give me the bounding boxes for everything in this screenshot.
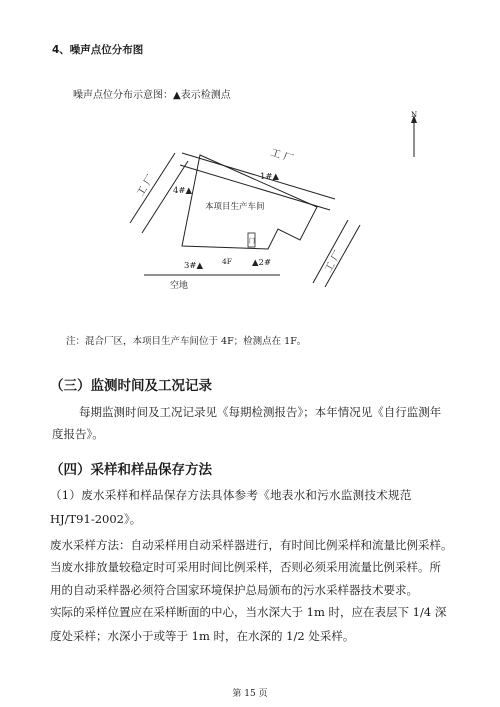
section-4-line-7: 度处采样；水深小于或等于 1m 时，在水深的 1/2 处采样。 [50,629,355,643]
page-number: 第 15 页 [232,689,268,699]
factory-label-top: 工 厂 [269,147,295,166]
north-arrow [411,111,417,157]
section-4-line-2: HJ/T91-2002》。 [50,512,142,526]
section-4-line-1: （1）废水采样和样品保存方法具体参考《地表水和污水监测技术规范 [50,488,412,502]
section-3-line-2: 度报告》。 [52,427,104,441]
section-3-line-1: 每期监测时间及工况记录见《每期检测报告》；本年情况见《自行监测年 [79,405,442,419]
monitor-point-1: 1#▲ [260,172,280,182]
section-4-line-5: 用的自动采样器必须符合国家环境保护总局颁布的污水采样器技术要求。 [50,583,418,597]
monitor-point-4: 4#▲ [173,186,193,196]
section-4-line-3: 废水采样方法：自动采样用自动采样器进行，有时间比例采样和流量比例采样。 [50,538,453,552]
door-label: 门 [249,238,256,245]
section-4-line-4: 当废水排放量较稳定时可采用时间比例采样，否则必须采用流量比例采样。所 [50,560,441,574]
diagram-note: 注：混合厂区，本项目生产车间位于 4F；检测点在 1F。 [66,336,307,347]
monitor-point-2: ▲2# [252,258,272,268]
factory-label-left: 工 厂 [135,173,157,199]
factory-label-right: 工 厂 [323,248,345,275]
section-3-heading: （三）监测时间及工况记录 [50,378,212,394]
noise-point-diagram [120,105,420,305]
factory-wall-left [130,153,175,223]
building-label: 本项目生产车间 [205,202,265,212]
section-4-heading: （四）采样和样品保存方法 [50,462,212,478]
north-label: N [411,111,418,119]
diagram-caption: 噪声点位分布示意图：▲表示检测点 [73,90,231,101]
open-space-label: 空地 [170,281,189,291]
floor-label: 4F [222,257,232,266]
monitor-point-3: 3#▲ [184,261,204,271]
section-4-line-6: 实际的采样位置应在采样断面的中心，当水深大于 1m 时，应在表层下 1/4 深 [50,605,447,619]
section-title: 4、噪声点位分布图 [52,44,144,56]
